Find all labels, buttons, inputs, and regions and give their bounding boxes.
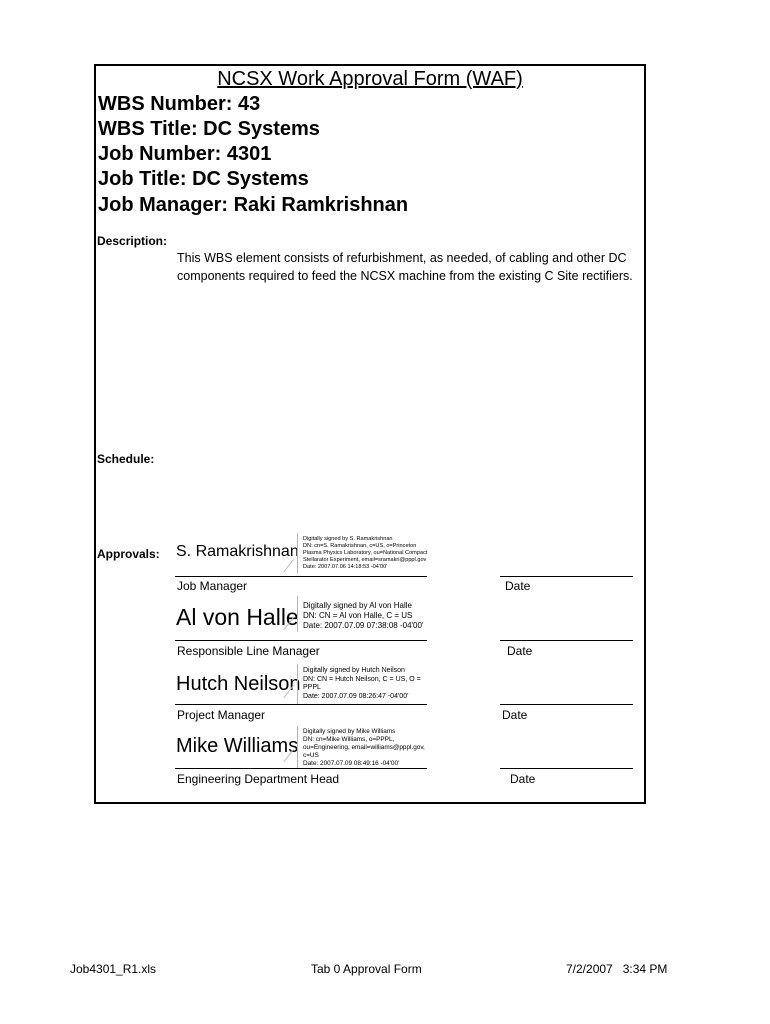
job-manager-heading: Job Manager: Raki Ramkrishnan [98,194,409,216]
signature-line: Date: 2007.07.09 08:26:47 -04'00' [303,692,409,700]
signature-line: DN: CN = Hutch Neilson, C = US, O = [303,675,421,683]
description-label: Description: [97,234,168,248]
signature-line: PPPL [303,684,321,691]
signature-divider [297,726,299,768]
date-label: Date [505,579,531,593]
signature-line-rule [175,640,427,641]
form-title: NCSX Work Approval Form (WAF) [217,68,523,90]
signature-line: Date: 2007.07.09 07:38:08 -04'00' [303,621,424,630]
digital-signature [303,667,421,701]
signature-line: Plasma Physics Laboratory, ou=National Compact [303,550,428,556]
signature-line-rule [175,576,427,577]
description-line: This WBS element consists of refurbishment, as needed, of cabling and other DC [177,251,627,265]
digital-signature [303,728,425,768]
footer-timestamp: 7/2/2007 3:34 PM [566,962,668,976]
digital-signature [303,601,423,631]
signature-line-rule [175,704,427,705]
signature-line: Digitally signed by S. Ramakrishnan [303,536,393,542]
date-label: Date [507,644,533,658]
signature-line: Date: 2007.07.06 14:18:53 -04'00' [303,564,388,570]
signature-divider [297,533,299,573]
signature-divider [297,596,299,632]
signature-line: Digitally signed by Mike Williams [303,728,396,735]
signature-line: Digitally signed by Al von Halle [303,601,412,610]
footer-tab-name: Tab 0 Approval Form [311,962,422,976]
signature-line: Stellarator Experiment, email=sramakri@pppl.gov [303,557,427,563]
signature-divider [297,664,299,704]
signature-line: Digitally signed by Hutch Neilson [303,667,405,674]
approver-role: Engineering Department Head [177,772,340,786]
signature-line: ou=Engineering, email=williams@pppl.gov, [303,744,425,751]
date-line-rule [500,768,633,769]
approver-name: Al von Halle [176,604,299,630]
date-line-rule [500,576,633,577]
approver-role: Project Manager [177,708,266,722]
signature-line-rule [175,768,427,769]
signature-line: DN: CN = Al von Halle, C = US [303,611,413,620]
approver-role: Responsible Line Manager [177,644,320,658]
footer-file-name: Job4301_R1.xls [70,962,157,976]
approver-name: S. Ramakrishnan [176,543,299,560]
approvals-label: Approvals: [97,547,160,561]
job-title: Job Title: DC Systems [98,168,309,190]
job-number: Job Number: 4301 [98,143,272,165]
approver-role: Job Manager [177,579,248,593]
signature-line: DN: cn=S. Ramakrishnan, c=US, o=Princeton [303,543,417,549]
description-text [177,249,647,285]
date-label: Date [510,772,536,786]
signature-line: Date: 2007.07.09 08:49:16 -04'00' [303,760,400,767]
date-line-rule [500,704,633,705]
date-label: Date [502,708,528,722]
approver-name: Mike Williams [176,735,299,757]
description-line: components required to feed the NCSX machine from the existing C Site rectifiers. [177,269,633,283]
approver-name: Hutch Neilson [176,673,301,695]
digital-signature [303,536,427,571]
date-line-rule [500,640,633,641]
wbs-title: WBS Title: DC Systems [98,118,320,140]
signature-line: c=US [303,752,319,759]
signature-line: DN: cn=Mike Williams, o=PPPL, [303,736,395,743]
schedule-label: Schedule: [97,452,155,466]
wbs-number: WBS Number: 43 [98,93,261,115]
